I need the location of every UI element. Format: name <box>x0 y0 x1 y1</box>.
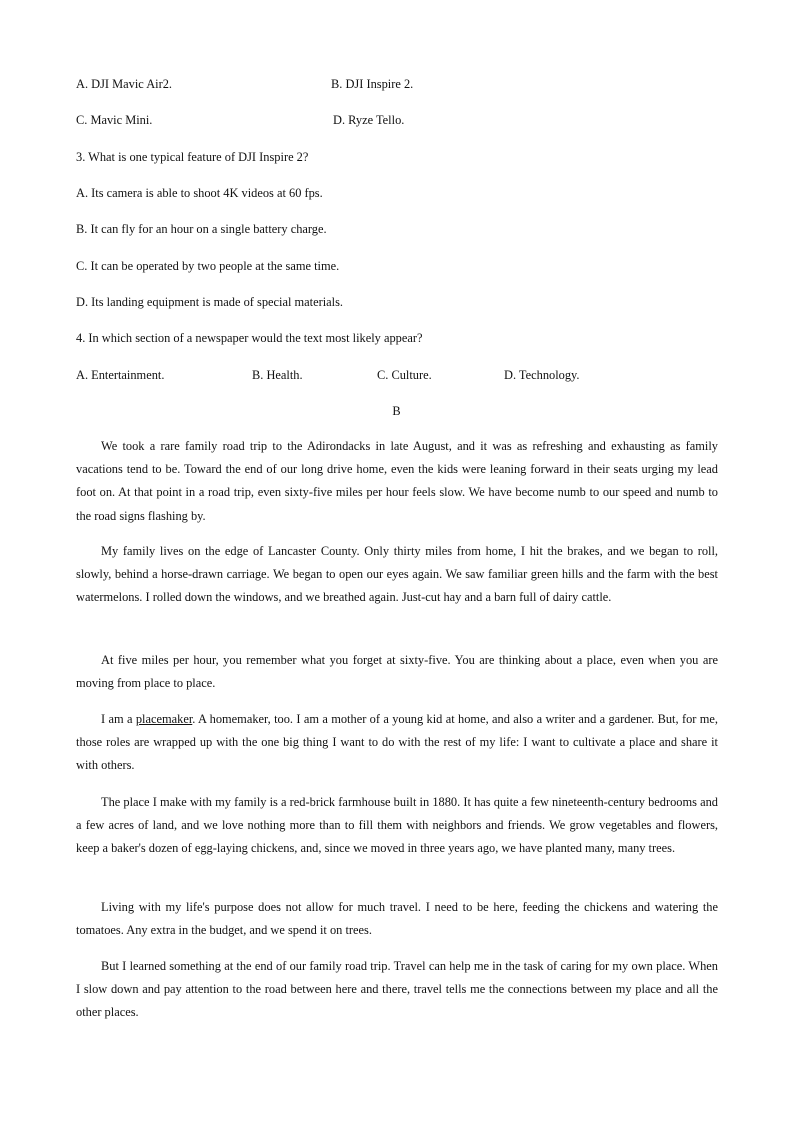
q3-option-d: D. Its landing equipment is made of special materials. <box>76 295 344 309</box>
passage-paragraph-3: At five miles per hour, you remember what you forget at sixty-five. You are thinking about a place, even when you are moving from place to place. <box>76 653 718 691</box>
passage-paragraph-1: We took a rare family road trip to the Adirondacks in late August, and it was as refreshing and exhausting as family vacations tend to be. Toward the end of our long drive home, even the kids were leaning forward in their seats urging my lead foot on. At that point in a road trip, even sixty-five miles per hour feels slow. We have become numb to our speed and numb to the road signs flashing by. <box>76 439 718 523</box>
section-label: B <box>392 404 401 418</box>
passage-paragraph-4 <box>76 708 718 778</box>
q2-option-a: A. DJI Mavic Air2. <box>76 77 173 91</box>
q4-option-d: D. Technology. <box>504 368 580 382</box>
paragraph-4-lead: I am a <box>101 712 136 726</box>
q4-option-c: C. Culture. <box>377 368 432 382</box>
passage-paragraph-2: My family lives on the edge of Lancaster County. Only thirty miles from home, I hit the brakes, and we began to roll, slowly, behind a horse-drawn carriage. We began to open our eyes again. We saw familiar green hills and the farm with the best watermelons. I rolled down the windows, and we breathed again. Just-cut hay and a barn full of dairy cattle. <box>76 544 718 605</box>
q3-option-b: B. It can fly for an hour on a single battery charge. <box>76 222 327 236</box>
q3-question: 3. What is one typical feature of DJI Inspire 2? <box>76 150 309 164</box>
q2-option-d: D. Ryze Tello. <box>333 113 405 127</box>
q3-option-c: C. It can be operated by two people at the same time. <box>76 259 340 273</box>
passage-paragraph-6: Living with my life's purpose does not allow for much travel. I need to be here, feeding the chickens and watering the tomatoes. Any extra in the budget, and we spend it on trees. <box>76 900 718 938</box>
passage-paragraph-5: The place I make with my family is a red-brick farmhouse built in 1880. It has quite a few nineteenth-century bedrooms and a few acres of land, and we love nothing more than to fill them with neighbors and friends. We grow vegetables and flowers, keep a baker's dozen of egg-laying chickens, and, since we moved in three years ago, we have planted many, many trees. <box>76 795 718 856</box>
q4-option-a: A. Entertainment. <box>76 368 165 382</box>
q4-question: 4. In which section of a newspaper would the text most likely appear? <box>76 331 423 345</box>
q2-option-c: C. Mavic Mini. <box>76 113 153 127</box>
q2-option-b: B. DJI Inspire 2. <box>331 77 414 91</box>
q4-option-b: B. Health. <box>252 368 303 382</box>
passage-paragraph-7: But I learned something at the end of our family road trip. Travel can help me in the task of caring for my own place. When I slow down and pay attention to the road between here and there, travel tells me the connections between my place and all the other places. <box>76 959 718 1020</box>
q3-option-a: A. Its camera is able to shoot 4K videos at 60 fps. <box>76 186 323 200</box>
paragraph-4-rest: . A homemaker, too. I am a mother of a young kid at home, and also a writer and a gardener. But, for me, those roles are wrapped up with the one big thing I want to do with the rest of my life: I want to cultivate a place and share it with others. <box>76 712 718 773</box>
underlined-word-placemaker: placemaker <box>135 712 193 726</box>
